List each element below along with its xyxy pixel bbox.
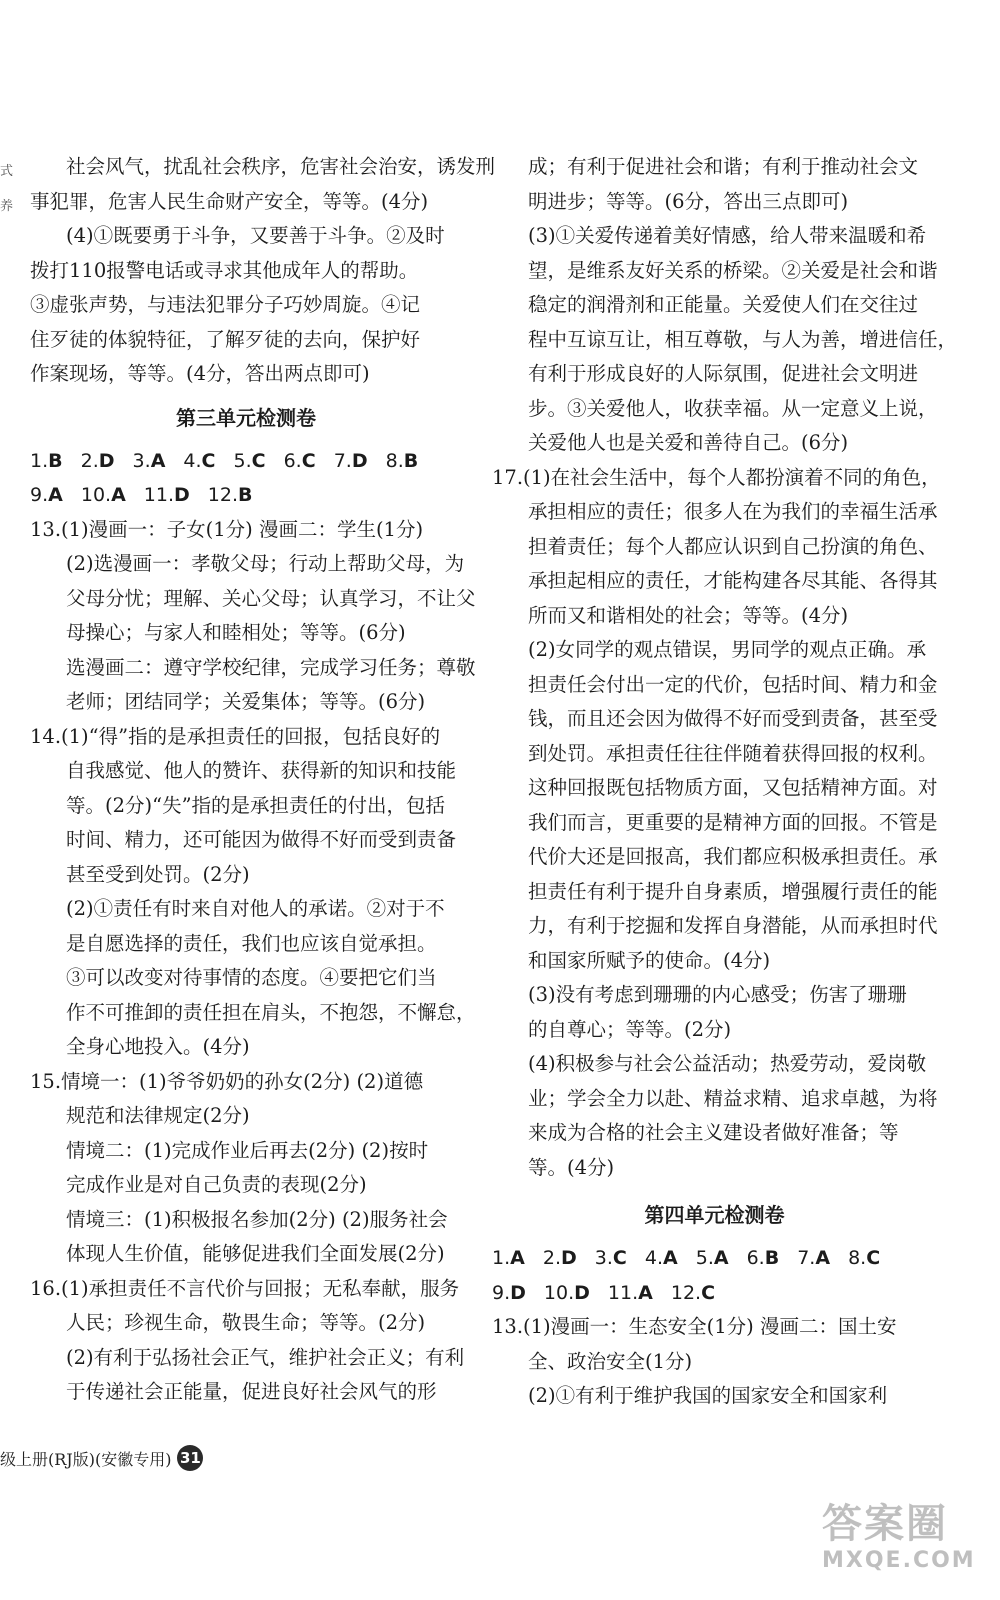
text-line: 来成为合格的社会主义建设者做好准备；等 — [528, 1121, 899, 1144]
text-line: 社会风气，扰乱社会秩序，危害社会治安，诱发刑 — [66, 155, 496, 178]
answer-num: 7. — [797, 1247, 816, 1269]
text-line: 钱，而且还会因为做得不好而受到责备，甚至受 — [528, 707, 938, 730]
section-title-unit4: 第四单元检测卷 — [644, 1203, 785, 1227]
text-line: 成；有利于促进社会和谐；有利于推动社会文 — [528, 155, 919, 178]
text-line: 于传递社会正能量，促进良好社会风气的形 — [66, 1380, 437, 1403]
answer-letter: D — [510, 1281, 526, 1304]
answer-num: 6. — [283, 449, 302, 472]
answer-letter: C — [701, 1281, 716, 1304]
answer-letter: A — [638, 1281, 653, 1304]
text-line: 选漫画二：遵守学校纪律，完成学习任务；尊敬 — [66, 655, 476, 679]
text-line: 的自尊心；等等。(2分) — [528, 1017, 732, 1041]
answer-letter: C — [251, 449, 266, 472]
left-intro — [30, 150, 496, 392]
answer-item — [334, 444, 368, 479]
left-column — [30, 150, 496, 1410]
answer-letter: B — [764, 1247, 780, 1269]
text-line: 老师；团结同学；关爱集体；等等。(6分) — [66, 690, 426, 713]
text-line: 拨打110报警电话或寻求其他成年人的帮助。 — [30, 258, 419, 282]
text-line: 代价大还是回报高，我们都应积极承担责任。承 — [528, 845, 938, 868]
text-line: 是自愿选择的责任，我们也应该自觉承担。 — [66, 931, 437, 955]
text-line: (2)有利于弘扬社会正气，维护社会正义；有利 — [66, 1345, 465, 1369]
page-edge — [0, 0, 14, 1600]
answer-num: 5. — [233, 449, 252, 472]
watermark-top-text: 答案圈 — [822, 1501, 948, 1547]
answer-row — [492, 1276, 937, 1311]
text-line: 时间、精力，还可能因为做得不好而受到责备 — [66, 828, 457, 851]
answer-item — [492, 1241, 525, 1276]
answer-item — [234, 444, 266, 479]
answer-num: 1. — [30, 449, 49, 472]
answer-num: 12. — [670, 1281, 702, 1304]
answer-num: 4. — [644, 1247, 664, 1269]
answer-item — [81, 444, 115, 479]
text-line: (3)没有考虑到珊珊的内心感受；伤害了珊珊 — [528, 983, 907, 1006]
text-line: 到处罚。承担责任往往伴随着获得回报的权利。 — [528, 741, 938, 765]
answer-num: 2. — [80, 449, 99, 472]
text-line: 担责任有利于提升自身素质，增强履行责任的能 — [528, 879, 938, 903]
answer-letter: A — [510, 1247, 525, 1269]
answer-row — [30, 478, 462, 513]
answer-letter: D — [98, 449, 115, 472]
text-line: (2)①有利于维护我国的国家安全和国家利 — [528, 1384, 888, 1407]
right-column — [492, 150, 958, 1414]
answer-letter: C — [612, 1247, 627, 1269]
answer-item — [183, 444, 215, 479]
answer-item — [81, 478, 126, 513]
answer-num: 10. — [80, 484, 112, 506]
text-line: 14.(1)“得”指的是承担责任的回报，包括良好的 — [30, 724, 441, 748]
text-line: 承担相应的责任；很多人在为我们的幸福生活承 — [528, 500, 938, 523]
answer-num: 3. — [132, 449, 151, 472]
answer-row — [30, 444, 462, 479]
answer-num: 3. — [594, 1247, 613, 1269]
text-line: 体现人生价值，能够促进我们全面发展(2分) — [66, 1242, 445, 1265]
site-watermark-logo — [822, 1500, 982, 1590]
text-line: 规范和法律规定(2分) — [66, 1104, 250, 1127]
text-line: 全、政治安全(1分) — [528, 1349, 693, 1373]
answer-letter: C — [301, 449, 316, 472]
answer-item — [747, 1241, 780, 1276]
text-line: ③虚张声势，与违法犯罪分子巧妙周旋。④记 — [30, 293, 421, 316]
section-title-unit3: 第三单元检测卷 — [176, 405, 316, 430]
answer-item — [645, 1241, 678, 1276]
answer-letter: C — [866, 1247, 881, 1269]
answer-letter: B — [238, 484, 253, 506]
answer-num: 2. — [542, 1247, 561, 1269]
answer-letter: D — [351, 449, 368, 472]
text-line: 业；学会全力以赴、精益求精、追求卓越，为将 — [528, 1086, 938, 1110]
watermark-bottom-text: MXQE.COM — [822, 1548, 976, 1573]
answer-letter: A — [150, 449, 166, 472]
text-line: 母操心；与家人和睦相处；等等。(6分) — [66, 621, 406, 644]
text-line: 作不可推卸的责任担在肩头，不抱怨，不懈怠， — [66, 1000, 476, 1024]
text-line: (3)①关爱传递着美好情感，给人带来温暖和希 — [528, 224, 927, 247]
text-line: 担责任会付出一定的代价，包括时间、精力和金 — [528, 672, 938, 696]
text-line: 步。③关爱他人，收获幸福。从一定意义上说， — [528, 396, 938, 420]
answer-item — [144, 478, 190, 513]
answer-letter: D — [561, 1247, 577, 1269]
text-line: 17.(1)在社会生活中，每个人都扮演着不同的角色， — [492, 465, 941, 489]
answer-item — [671, 1276, 715, 1311]
text-line: 作案现场，等等。(4分，答出两点即可) — [30, 362, 370, 385]
answer-num: 11. — [607, 1281, 639, 1304]
answer-letter: A — [48, 484, 63, 506]
text-line: 13.(1)漫画一：生态安全(1分) 漫画二：国土安 — [492, 1315, 897, 1338]
text-line: 力，有利于挖掘和发挥自身潜能，从而承担时代 — [528, 914, 938, 937]
answer-num: 7. — [333, 449, 352, 472]
text-line: 我们而言，更重要的是精神方面的回报。不管是 — [528, 810, 938, 834]
text-line: 13.(1)漫画一：子女(1分) 漫画二：学生(1分) — [30, 517, 424, 541]
answer-letter: B — [403, 449, 419, 472]
text-line: 自我感觉、他人的赞许、获得新的知识和技能 — [66, 759, 457, 782]
text-line: 住歹徒的体貌特征，了解歹徒的去向，保护好 — [30, 327, 421, 351]
page-footer — [0, 1440, 203, 1476]
text-line: 完成作业是对自己负责的表现(2分) — [66, 1173, 367, 1196]
answer-item — [133, 444, 166, 479]
text-line: 明进步；等等。(6分，答出三点即可) — [528, 189, 849, 213]
text-line: 承担起相应的责任，才能构建各尽其能、各得其 — [528, 569, 938, 592]
answer-letter: D — [574, 1281, 590, 1304]
answer-item — [386, 444, 419, 479]
text-line: 稳定的润滑剂和正能量。关爱使人们在交往过 — [528, 293, 919, 316]
answer-letter: B — [48, 449, 63, 472]
text-line: ③可以改变对待事情的态度。④要把它们当 — [66, 966, 437, 989]
text-line: 有利于形成良好的人际氛围，促进社会文明进 — [528, 362, 919, 385]
text-line: 等。(2分)“失”指的是承担责任的付出，包括 — [66, 793, 446, 817]
right-body-b — [492, 1310, 937, 1414]
answer-num: 10. — [543, 1281, 575, 1304]
text-line: 情境二：(1)完成作业后再去(2分) (2)按时 — [66, 1138, 429, 1162]
text-line: 情境三：(1)积极报名参加(2分) (2)服务社会 — [66, 1207, 448, 1231]
text-line: 事犯罪，危害人民生命财产安全，等等。(4分) — [30, 189, 429, 213]
text-line: 15.情境一：(1)爷爷奶奶的孙女(2分) (2)道德 — [30, 1069, 424, 1093]
answer-item — [492, 1276, 526, 1311]
text-line: (4)①既要勇于斗争，又要善于斗争。②及时 — [66, 224, 445, 247]
text-line: 人民；珍视生命，敬畏生命；等等。(2分) — [66, 1311, 426, 1334]
answer-item — [208, 478, 253, 513]
answer-letter: A — [815, 1247, 831, 1269]
answer-letter: C — [201, 449, 216, 472]
answer-item — [797, 1241, 830, 1276]
left-body — [30, 513, 476, 1410]
answer-num: 12. — [207, 484, 239, 506]
text-line: 甚至受到处罚。(2分) — [66, 862, 250, 886]
edge-char: 式 — [0, 164, 14, 179]
answer-num: 6. — [746, 1247, 765, 1269]
answer-item — [696, 1241, 729, 1276]
answer-letter: A — [663, 1247, 678, 1269]
answer-item — [30, 478, 63, 513]
answer-num: 8. — [848, 1247, 867, 1269]
text-line: (2)选漫画一：孝敬父母；行动上帮助父母，为 — [66, 552, 465, 575]
answer-item — [544, 1276, 590, 1311]
text-line: 16.(1)承担责任不言代价与回报；无私奉献，服务 — [30, 1276, 460, 1300]
answer-letter: A — [111, 484, 126, 506]
right-body-a — [492, 150, 958, 1185]
answer-item — [543, 1241, 577, 1276]
text-line: 全身心地投入。(4分) — [66, 1035, 250, 1058]
answer-num: 9. — [30, 484, 49, 506]
answer-item — [608, 1276, 653, 1311]
text-line: 望，是维系友好关系的桥梁。②关爱是社会和谐 — [528, 258, 938, 282]
answer-item — [30, 444, 63, 479]
text-line: 程中互谅互让，相互尊敬，与人为善，增进信任， — [528, 327, 958, 351]
answer-row — [492, 1241, 937, 1276]
text-line: 这种回报既包括物质方面，又包括精神方面。对 — [528, 776, 938, 799]
text-line: 关爱他人也是关爱和善待自己。(6分) — [528, 431, 849, 454]
answer-letter: A — [713, 1247, 729, 1269]
text-line: 等。(4分) — [528, 1155, 615, 1179]
text-line: 所而又和谐相处的社会；等等。(4分) — [528, 603, 849, 627]
text-line: (4)积极参与社会公益活动；热爱劳动，爱岗敬 — [528, 1052, 927, 1075]
answer-num: 11. — [143, 484, 175, 506]
answer-item — [848, 1241, 880, 1276]
answer-num: 8. — [385, 449, 404, 472]
answer-num: 9. — [492, 1281, 511, 1304]
page-number-badge: 31 — [177, 1445, 203, 1471]
text-line: 父母分忧；理解、关心父母；认真学习，不让父 — [66, 586, 476, 610]
answer-letter: D — [174, 484, 190, 506]
text-line: (2)①责任有时来自对他人的承诺。②对于不 — [66, 897, 445, 920]
text-line: 和国家所赋予的使命。(4分) — [528, 948, 771, 972]
text-line: (2)女同学的观点错误，男同学的观点正确。承 — [528, 638, 927, 661]
answer-item — [595, 1241, 627, 1276]
edge-char: 养 — [0, 199, 14, 214]
text-line: 担着责任；每个人都应认识到自己扮演的角色、 — [528, 534, 938, 558]
answer-num: 5. — [695, 1247, 714, 1269]
answer-item — [284, 444, 316, 479]
footer-book-title: 级上册(RJ版)(安徽专用) — [0, 1449, 172, 1469]
answer-num: 4. — [183, 449, 202, 472]
answer-num: 1. — [492, 1247, 511, 1269]
